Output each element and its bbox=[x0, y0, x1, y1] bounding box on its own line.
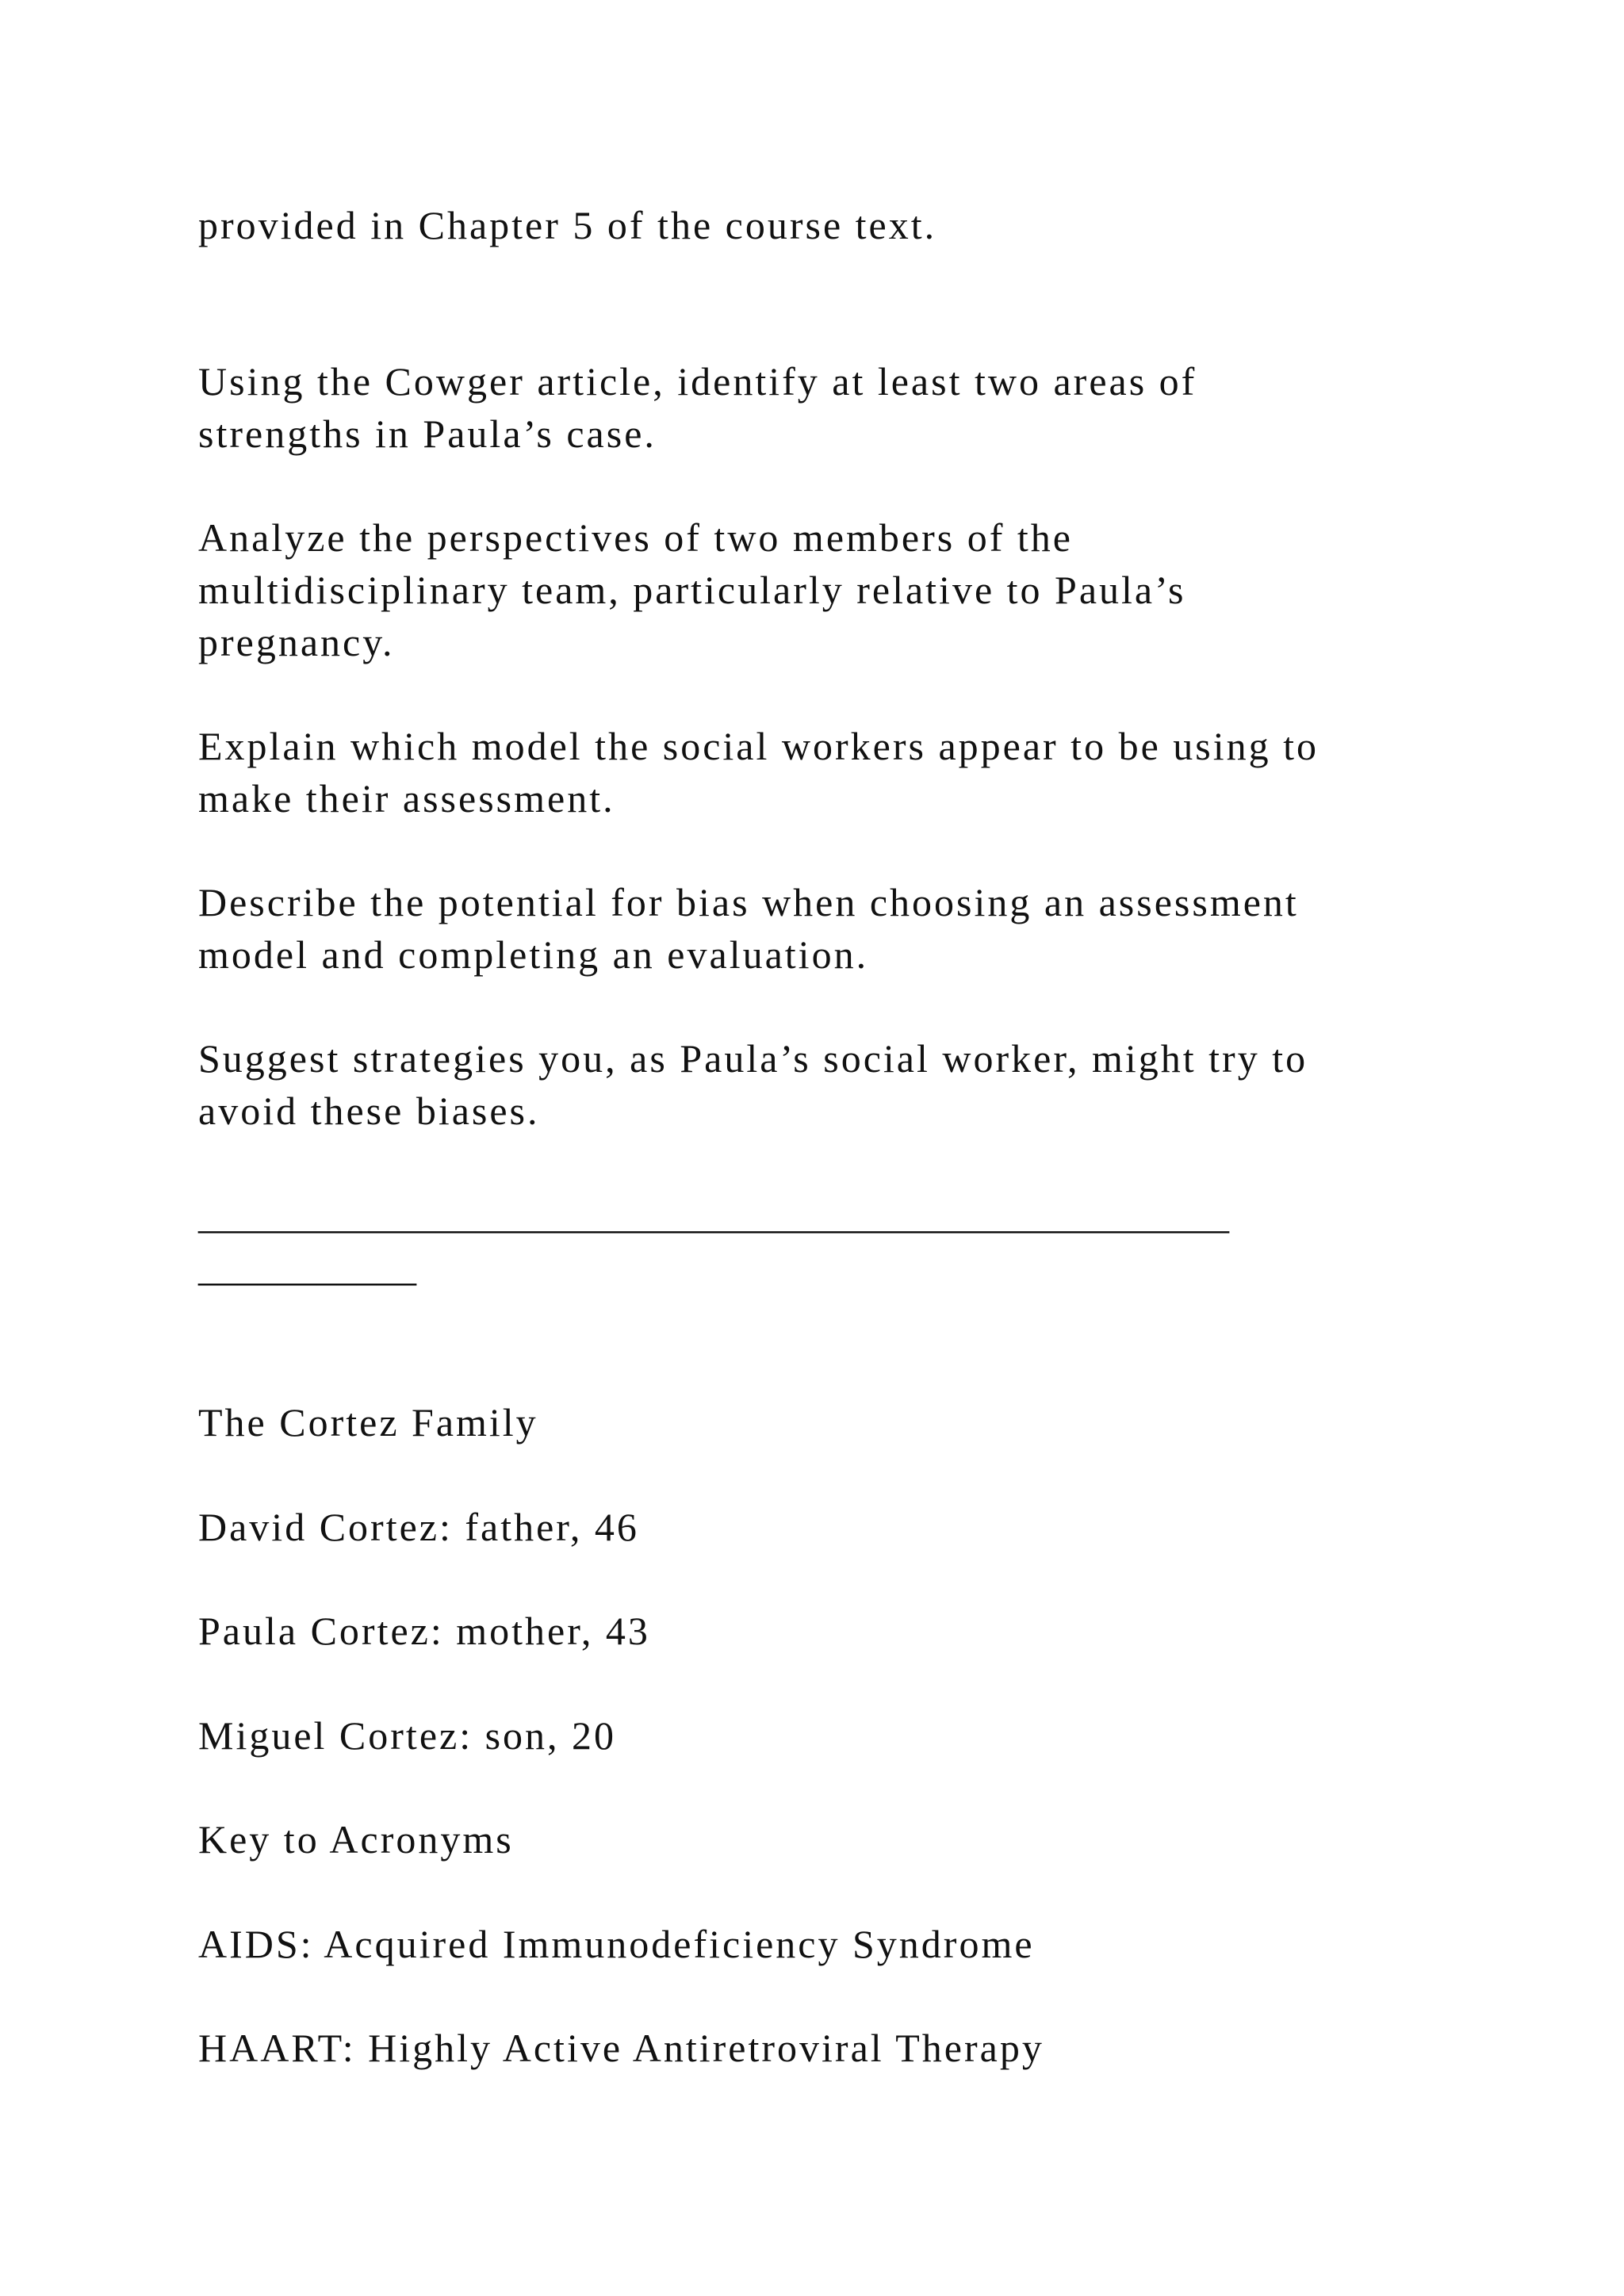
question-2-line-3: pregnancy. bbox=[198, 620, 395, 664]
family-member-miguel: Miguel Cortez: son, 20 bbox=[198, 1713, 617, 1758]
question-4-line-1: Describe the potential for bias when choosing an assessment bbox=[198, 880, 1299, 924]
question-4-line-2: model and completing an evaluation. bbox=[198, 932, 869, 977]
acronym-aids: AIDS: Acquired Immunodeficiency Syndrome bbox=[198, 1922, 1035, 1966]
separator-line-2: ___________ bbox=[198, 1245, 416, 1289]
family-member-david: David Cortez: father, 46 bbox=[198, 1505, 639, 1549]
family-member-paula: Paula Cortez: mother, 43 bbox=[198, 1609, 650, 1653]
question-2-line-1: Analyze the perspectives of two members of the bbox=[198, 515, 1073, 560]
question-2-line-2: multidisciplinary team, particularly relative to Paula’s bbox=[198, 568, 1186, 612]
question-5-line-2: avoid these biases. bbox=[198, 1089, 540, 1133]
intro-line-1: provided in Chapter 5 of the course text. bbox=[198, 203, 937, 247]
question-5-line-1: Suggest strategies you, as Paula’s social worker, might try to bbox=[198, 1036, 1308, 1081]
acronym-haart: HAART: Highly Active Antiretroviral Therapy bbox=[198, 2026, 1044, 2070]
question-3-line-2: make their assessment. bbox=[198, 776, 615, 821]
question-3-line-1: Explain which model the social workers appear to be using to bbox=[198, 724, 1320, 768]
separator-line-1: ____________________________________________________ bbox=[198, 1192, 1229, 1237]
question-1-line-2: strengths in Paula’s case. bbox=[198, 411, 657, 456]
family-title: The Cortez Family bbox=[198, 1400, 538, 1445]
question-1-line-1: Using the Cowger article, identify at least two areas of bbox=[198, 359, 1197, 404]
acronyms-title: Key to Acronyms bbox=[198, 1817, 514, 1862]
